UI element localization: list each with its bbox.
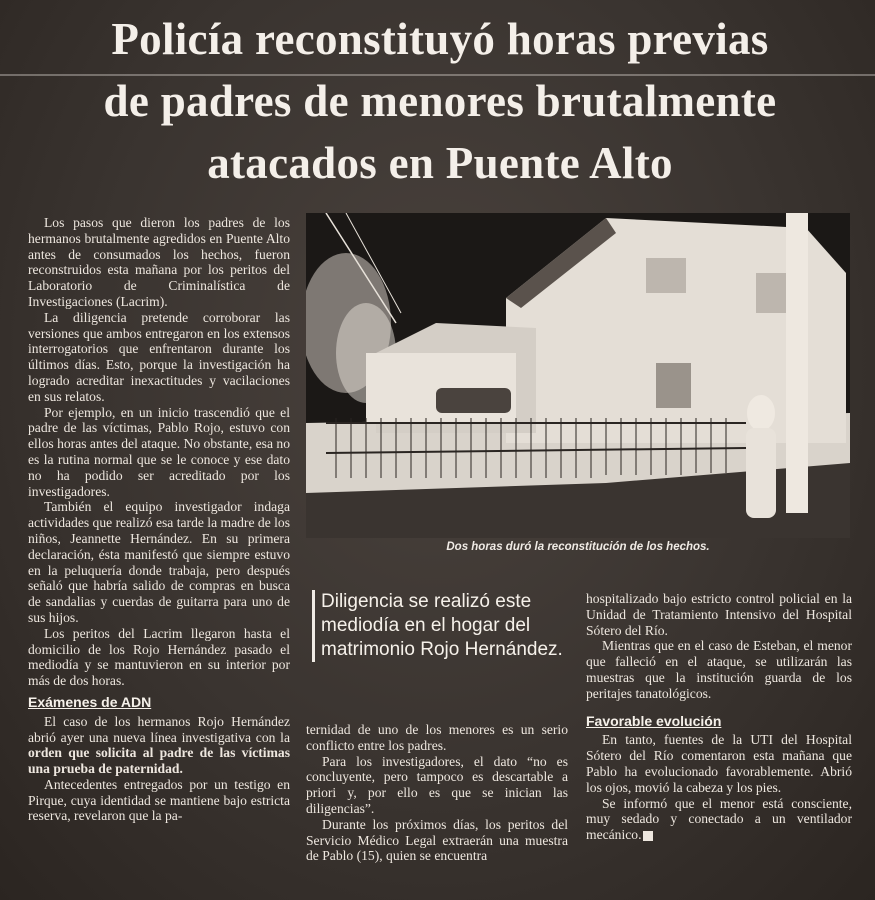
headline-line-3: atacados en Puente Alto [207,138,673,188]
headline [20,8,860,194]
paragraph: Los pasos que dieron los padres de los hermanos brutalmente agredidos en Puente Alto antes de consumados los hechos, fueron reconstruidos esta mañana por los peritos del Laboratorio de Criminalística de Investigaciones (Lacrim). [28,215,290,309]
paragraph: En tanto, fuentes de la UTI del Hospital Sótero del Río comentaron esta mañana que Pablo ha evolucionado favorablemente. Abrió los ojos, movió la cabeza y los pies. [586,732,852,795]
article-column-1 [28,215,290,824]
end-mark-icon [643,831,653,841]
paragraph: Los peritos del Lacrim llegaron hasta el domicilio de los Rojo Hernández pasado el mediodía y se mantuvieron en su interior por más de dos horas. [28,625,290,689]
paragraph-bold-text: orden que solicita al padre de las víctimas una prueba de paternidad. [28,745,290,777]
article-column-3 [586,591,852,843]
paragraph: Para los investigadores, el dato “no es concluyente, pero tampoco es descartable a priori y, por ello es que se inician las diligencias”. [306,753,568,816]
headline-line-1: Policía reconstituyó horas previas [111,14,769,64]
paragraph: También el equipo investigador indaga actividades que realizó esa tarde la madre de los niños, Jeannette Hernández. En su primera declaración, ésta manifestó que siempre estuvo en la peluquería donde trabaja, pero después señaló que habría salido de compras en busca de sandalias y cuerdas de guitarra para uno de sus hijos. [28,499,290,625]
paragraph: hospitalizado bajo estricto control policial en la Unidad de Tratamiento Intensivo del Hospital Sótero del Río. [586,591,852,638]
subheading-adn: Exámenes de ADN [28,693,152,710]
paragraph-text: El caso de los hermanos Rojo Hernández abrió ayer una nueva línea investigativa con la [28,713,290,745]
paragraph: Por ejemplo, en un inicio trascendió que el padre de las víctimas, Pablo Rojo, estuvo con ellos horas antes del ataque. No obstante, esa no es la rutina normal que se le conoce y ese dato no ha podido ser acreditado por los investigadores. [28,404,290,499]
paragraph [586,796,852,843]
paragraph: Mientras que en el caso de Esteban, el menor que falleció en el ataque, se utilizarán las muestras que la institución guarda de los peritajes tanatológicos. [586,638,852,701]
subheading-evolucion: Favorable evolución [586,712,722,729]
photo-caption: Dos horas duró la reconstitución de los hechos. [446,541,710,553]
house-photo-image [306,213,850,538]
paragraph: Durante los próximos días, los peritos del Servicio Médico Legal extraerán una muestra de Pablo (15), quien se encuentra [306,816,568,864]
house-photo [306,213,850,538]
paragraph: Antecedentes entregados por un testigo en Pirque, cuya identidad se mantiene bajo estricta reserva, revelaron que la pa- [28,776,290,824]
paragraph [28,714,290,777]
article-column-2 [306,722,568,864]
paragraph-text: Se informó que el menor está consciente, muy sedado y conectado a un ventilador mecánico. [586,795,852,843]
pull-quote: Diligencia se realizó este mediodía en el hogar del matrimonio Rojo Hernández. [312,590,583,662]
paragraph: ternidad de uno de los menores es un serio conflicto entre los padres. [306,722,568,753]
paragraph: La diligencia pretende corroborar las versiones que ambos entregaron en los extensos interrogatorios que enfrentaron durante los últimos días. Esto, porque la investigación ha logrado acreditar inexactitudes y vacilaciones en sus relatos. [28,309,290,404]
headline-line-2: de padres de menores brutalmente [103,76,777,126]
